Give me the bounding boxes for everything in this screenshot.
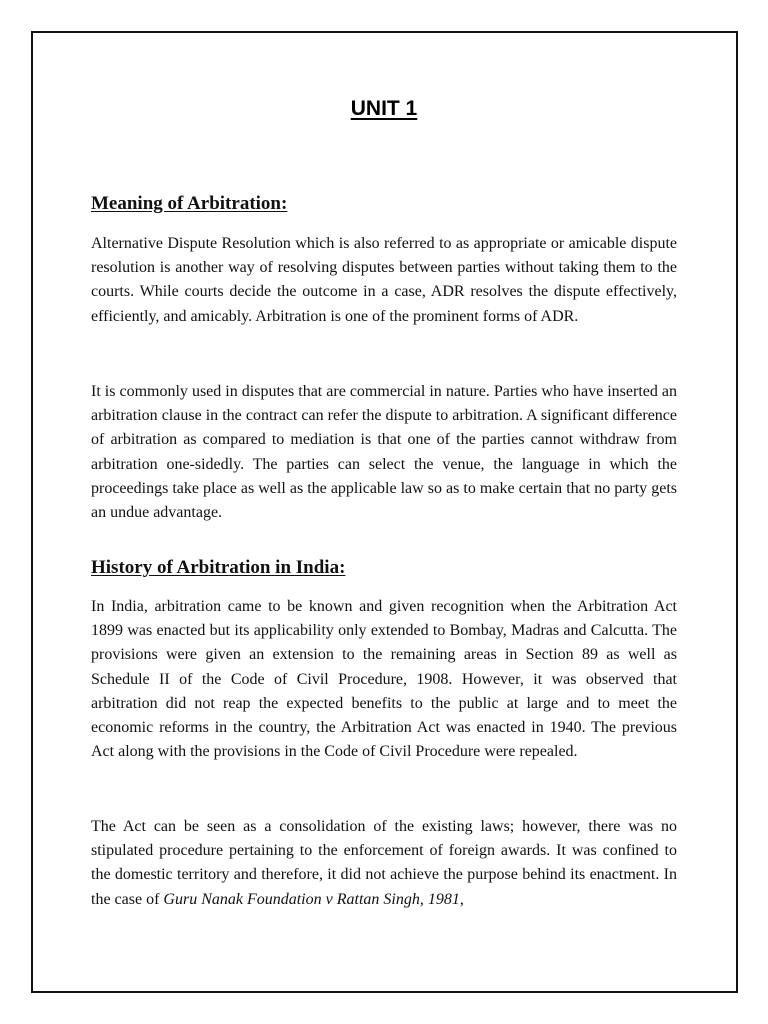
section-heading-history: History of Arbitration in India: <box>91 557 346 578</box>
paragraph-history-2 <box>91 815 677 912</box>
paragraph-history-2-text: The Act can be seen as a consolidation of the existing laws; however, there was no stipulated procedure pertaining to the enforcement of foreign awards. It was confined to the domestic territory and therefore, it did not achieve the purpose behind its enactment. In the case of <box>91 818 677 908</box>
unit-title: UNIT 1 <box>350 97 418 120</box>
paragraph-meaning-2: It is commonly used in disputes that are commercial in nature. Parties who have inserted an arbitration clause in the contract can refer the dispute to arbitration. A significant difference of arbitration as compared to mediation is that one of the parties cannot withdraw from arbitration one-sidedly. The parties can select the venue, the language in which the proceedings take place as well as the applicable law so as to make certain that no party gets an undue advantage. <box>91 383 677 522</box>
section-heading-meaning: Meaning of Arbitration: <box>91 193 288 214</box>
paragraph-history-1: In India, arbitration came to be known and given recognition when the Arbitration Act 1899 was enacted but its applicability only extended to Bombay, Madras and Calcutta. The provisions were given an extension to the remaining areas in Section 89 as well as Schedule II of the Code of Civil Procedure, 1908. However, it was observed that arbitration did not reap the expected benefits to the public at large and to meet the economic reforms in the country, the Arbitration Act was enacted in 1940. The previous Act along with the provisions in the Code of Civil Procedure were repealed. <box>91 598 677 761</box>
paragraph-meaning-1: Alternative Dispute Resolution which is also referred to as appropriate or amicable dispute resolution is another way of resolving disputes between parties without taking them to the courts. While courts decide the outcome in a case, ADR resolves the dispute effectively, efficiently, and amicably. Arbitration is one of the prominent forms of ADR. <box>91 235 677 325</box>
case-citation: Guru Nanak Foundation v Rattan Singh, 1981 <box>163 890 460 908</box>
paragraph-history-2-trailing: , <box>459 890 464 908</box>
